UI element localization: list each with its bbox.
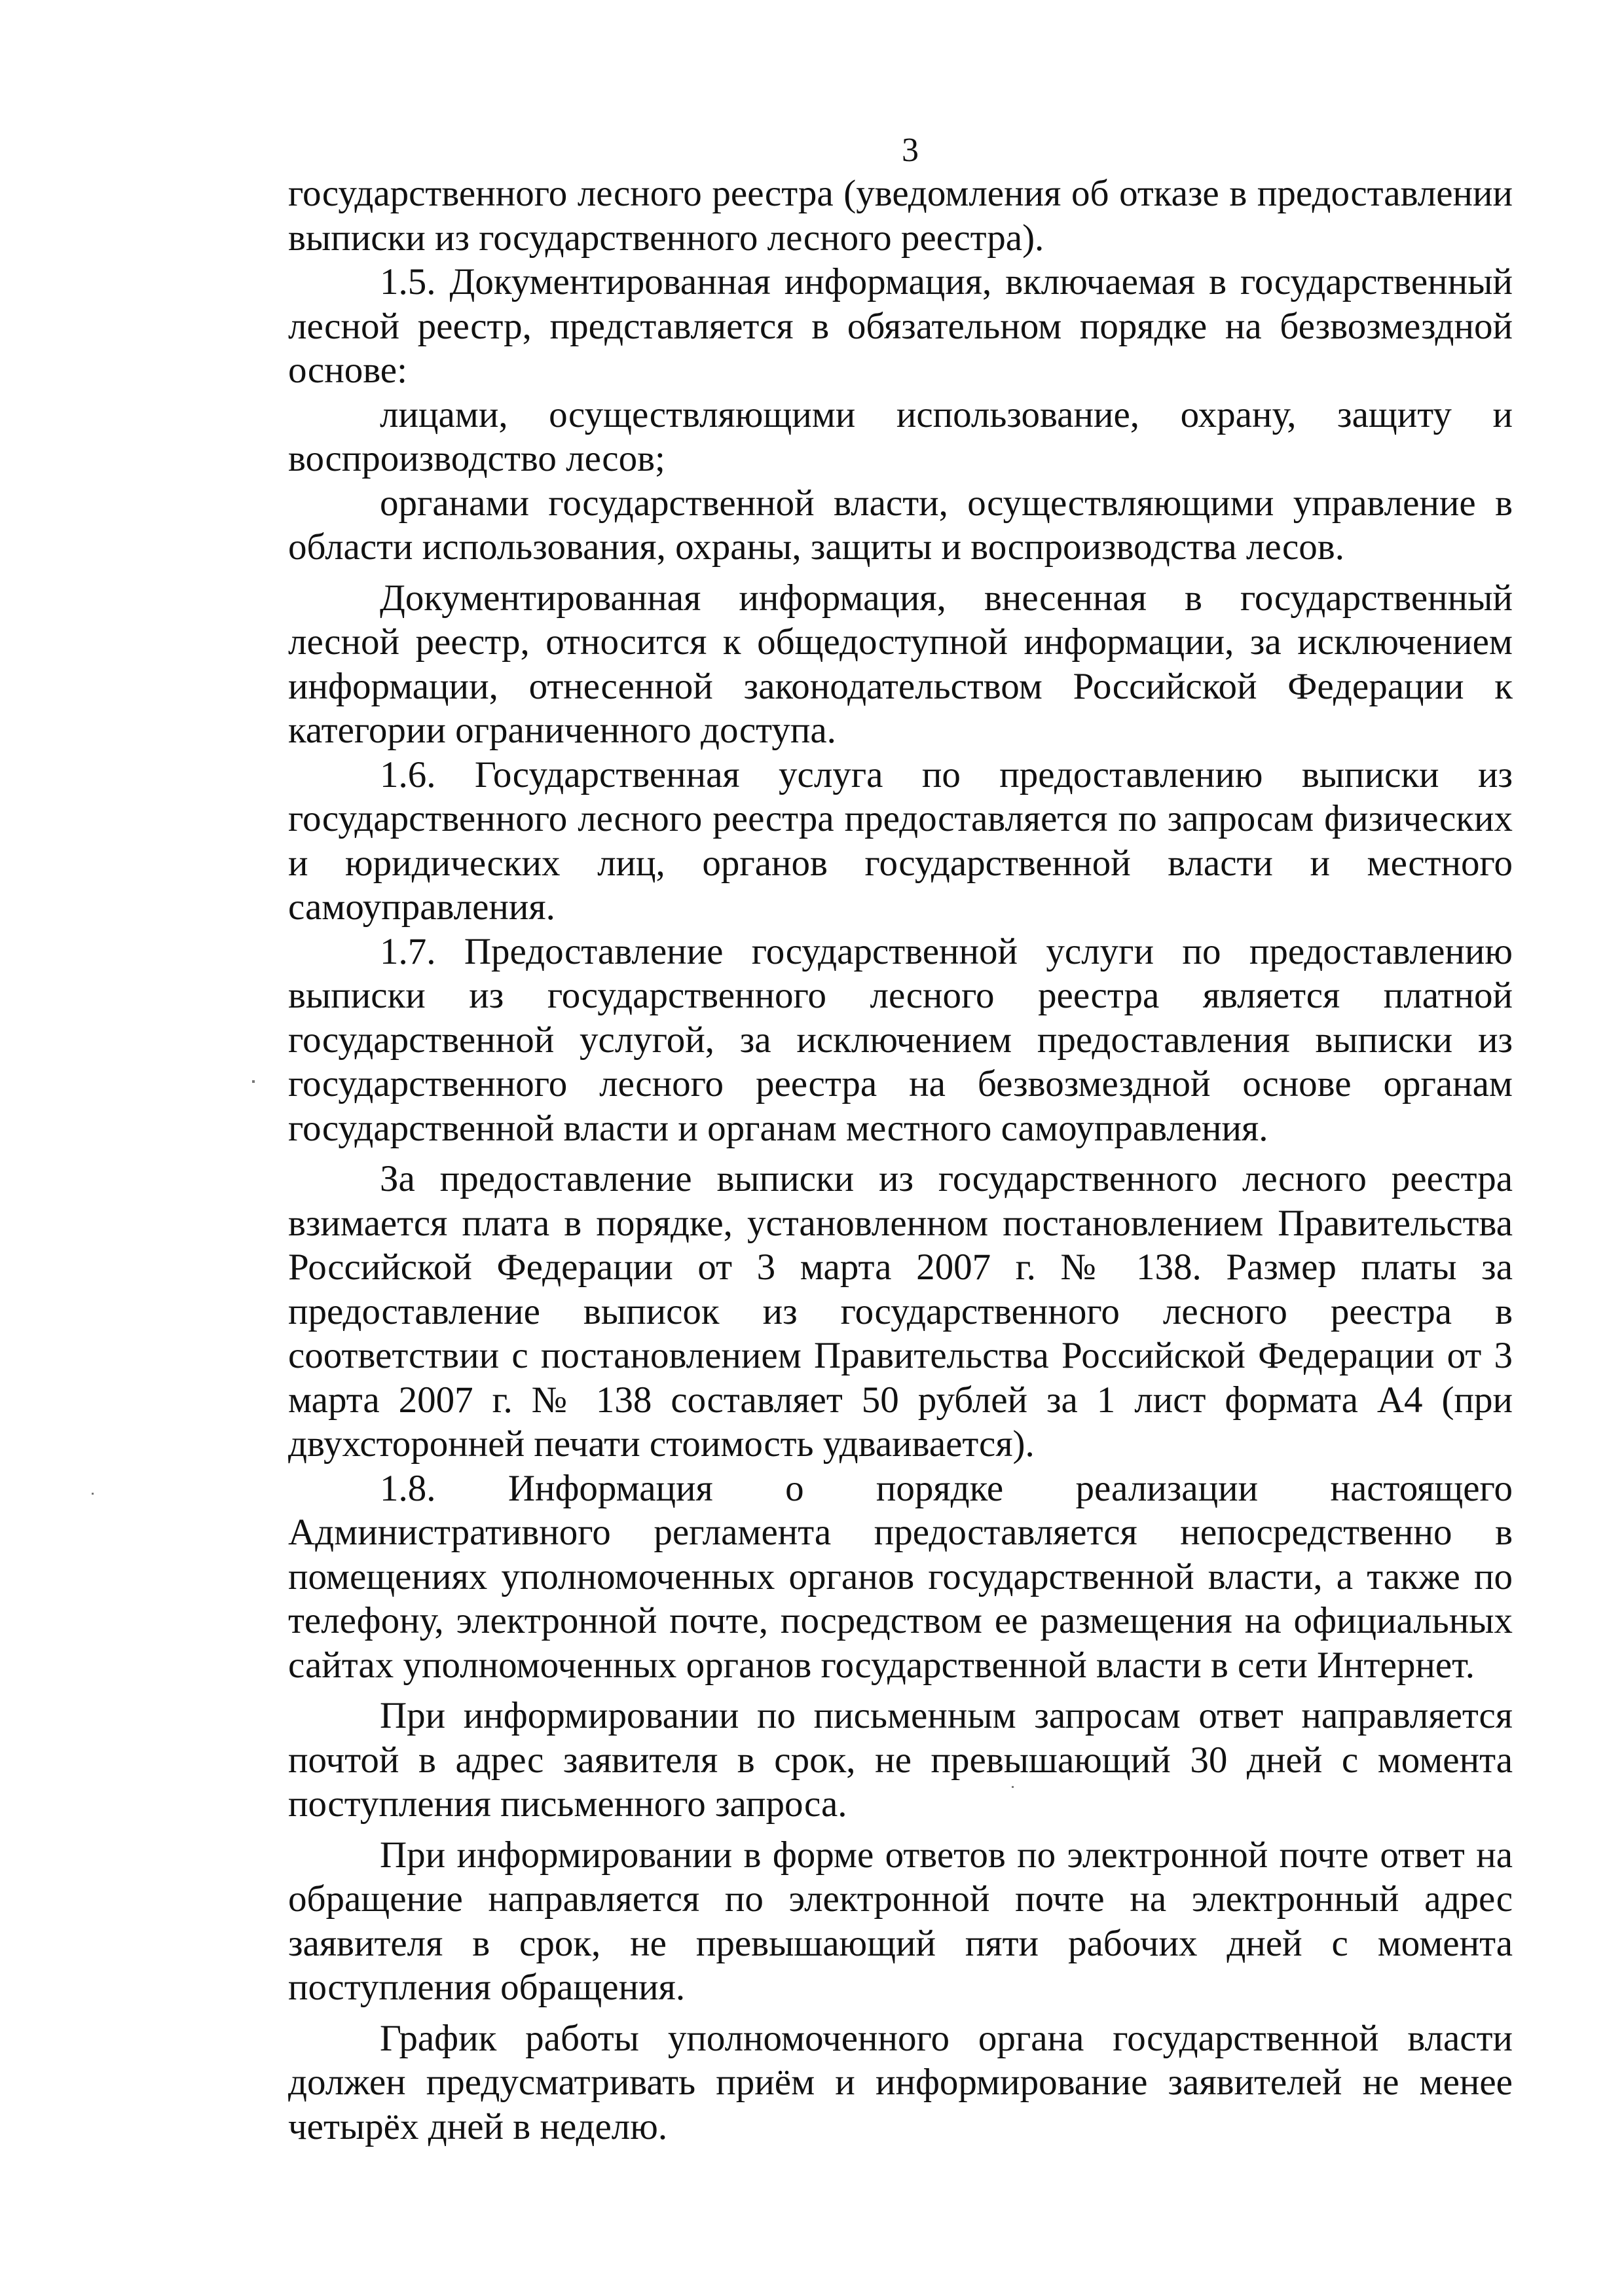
- scan-speck: [252, 1080, 255, 1083]
- paragraph-1-5: 1.5. Документированная информация, включаемая в государственный лесной реестр, представляется в обязательном порядке на безвозмездной основе:: [288, 261, 1513, 391]
- paragraph-1-7: 1.7. Предоставление государственной услуги по предоставлению выписки из государственного лесного реестра является платной государственной услугой, за исключением предоставления выписки из государственного лесного реестра на безвозмездной основе органам государственной власти и органам местного самоуправления.: [288, 930, 1513, 1149]
- scan-speck: [92, 1493, 94, 1495]
- paragraph-continuation: государственного лесного реестра (уведомления об отказе в предоставлении выписки из государственного лесного реестра).: [288, 173, 1513, 259]
- paragraph-1-6: 1.6. Государственная услуга по предоставлению выписки из государственного лесного реестра предоставляется по запросам физических и юридических лиц, органов государственной власти и местного самоуправления.: [288, 754, 1513, 928]
- paragraph-fee: За предоставление выписки из государственного лесного реестра взимается плата в порядке, установленном постановлением Правительства Российской Федерации от 3 марта 2007 г. № 138. Размер платы за предоставление выписок из государственного лесного реестра в соответствии с постановлением Правительства Российской Федерации от 3 марта 2007 г. № 138 составляет 50 рублей за 1 лист формата А4 (при двухсторонней печати стоимость удваивается).: [288, 1158, 1513, 1465]
- paragraph-list-persons: лицами, осуществляющими использование, охрану, защиту и воспроизводство лесов;: [288, 393, 1513, 479]
- paragraph-list-authorities: органами государственной власти, осуществляющими управление в области использования, охраны, защиты и воспроизводства лесов.: [288, 482, 1513, 568]
- paragraph-email-requests: При информировании в форме ответов по электронной почте ответ на обращение направляется по электронной почте на электронный адрес заявителя в срок, не превышающий пяти рабочих дней с момента поступления обращения.: [288, 1834, 1513, 2008]
- paragraph-written-requests: При информировании по письменным запросам ответ направляется почтой в адрес заявителя в срок, не превышающий 30 дней с момента поступления письменного запроса.: [288, 1695, 1513, 1825]
- paragraph-1-8: 1.8. Информация о порядке реализации настоящего Административного регламента предоставляется непосредственно в помещениях уполномоченных органов государственной власти, а также по телефону, электронной почте, посредством ее размещения на официальных сайтах уполномоченных органов государственной власти в сети Интернет.: [288, 1467, 1513, 1686]
- paragraph-work-schedule: График работы уполномоченного органа государственной власти должен предусматривать приём и информирование заявителей не менее четырёх дней в неделю.: [288, 2017, 1513, 2147]
- scan-speck: [1012, 1786, 1014, 1788]
- paragraph-public-info: Документированная информация, внесенная в государственный лесной реестр, относится к общедоступной информации, за исключением информации, отнесенной законодательством Российской Федерации к категории ограниченного доступа.: [288, 577, 1513, 751]
- document-body: [288, 172, 1513, 2149]
- page-number: 3: [902, 132, 919, 169]
